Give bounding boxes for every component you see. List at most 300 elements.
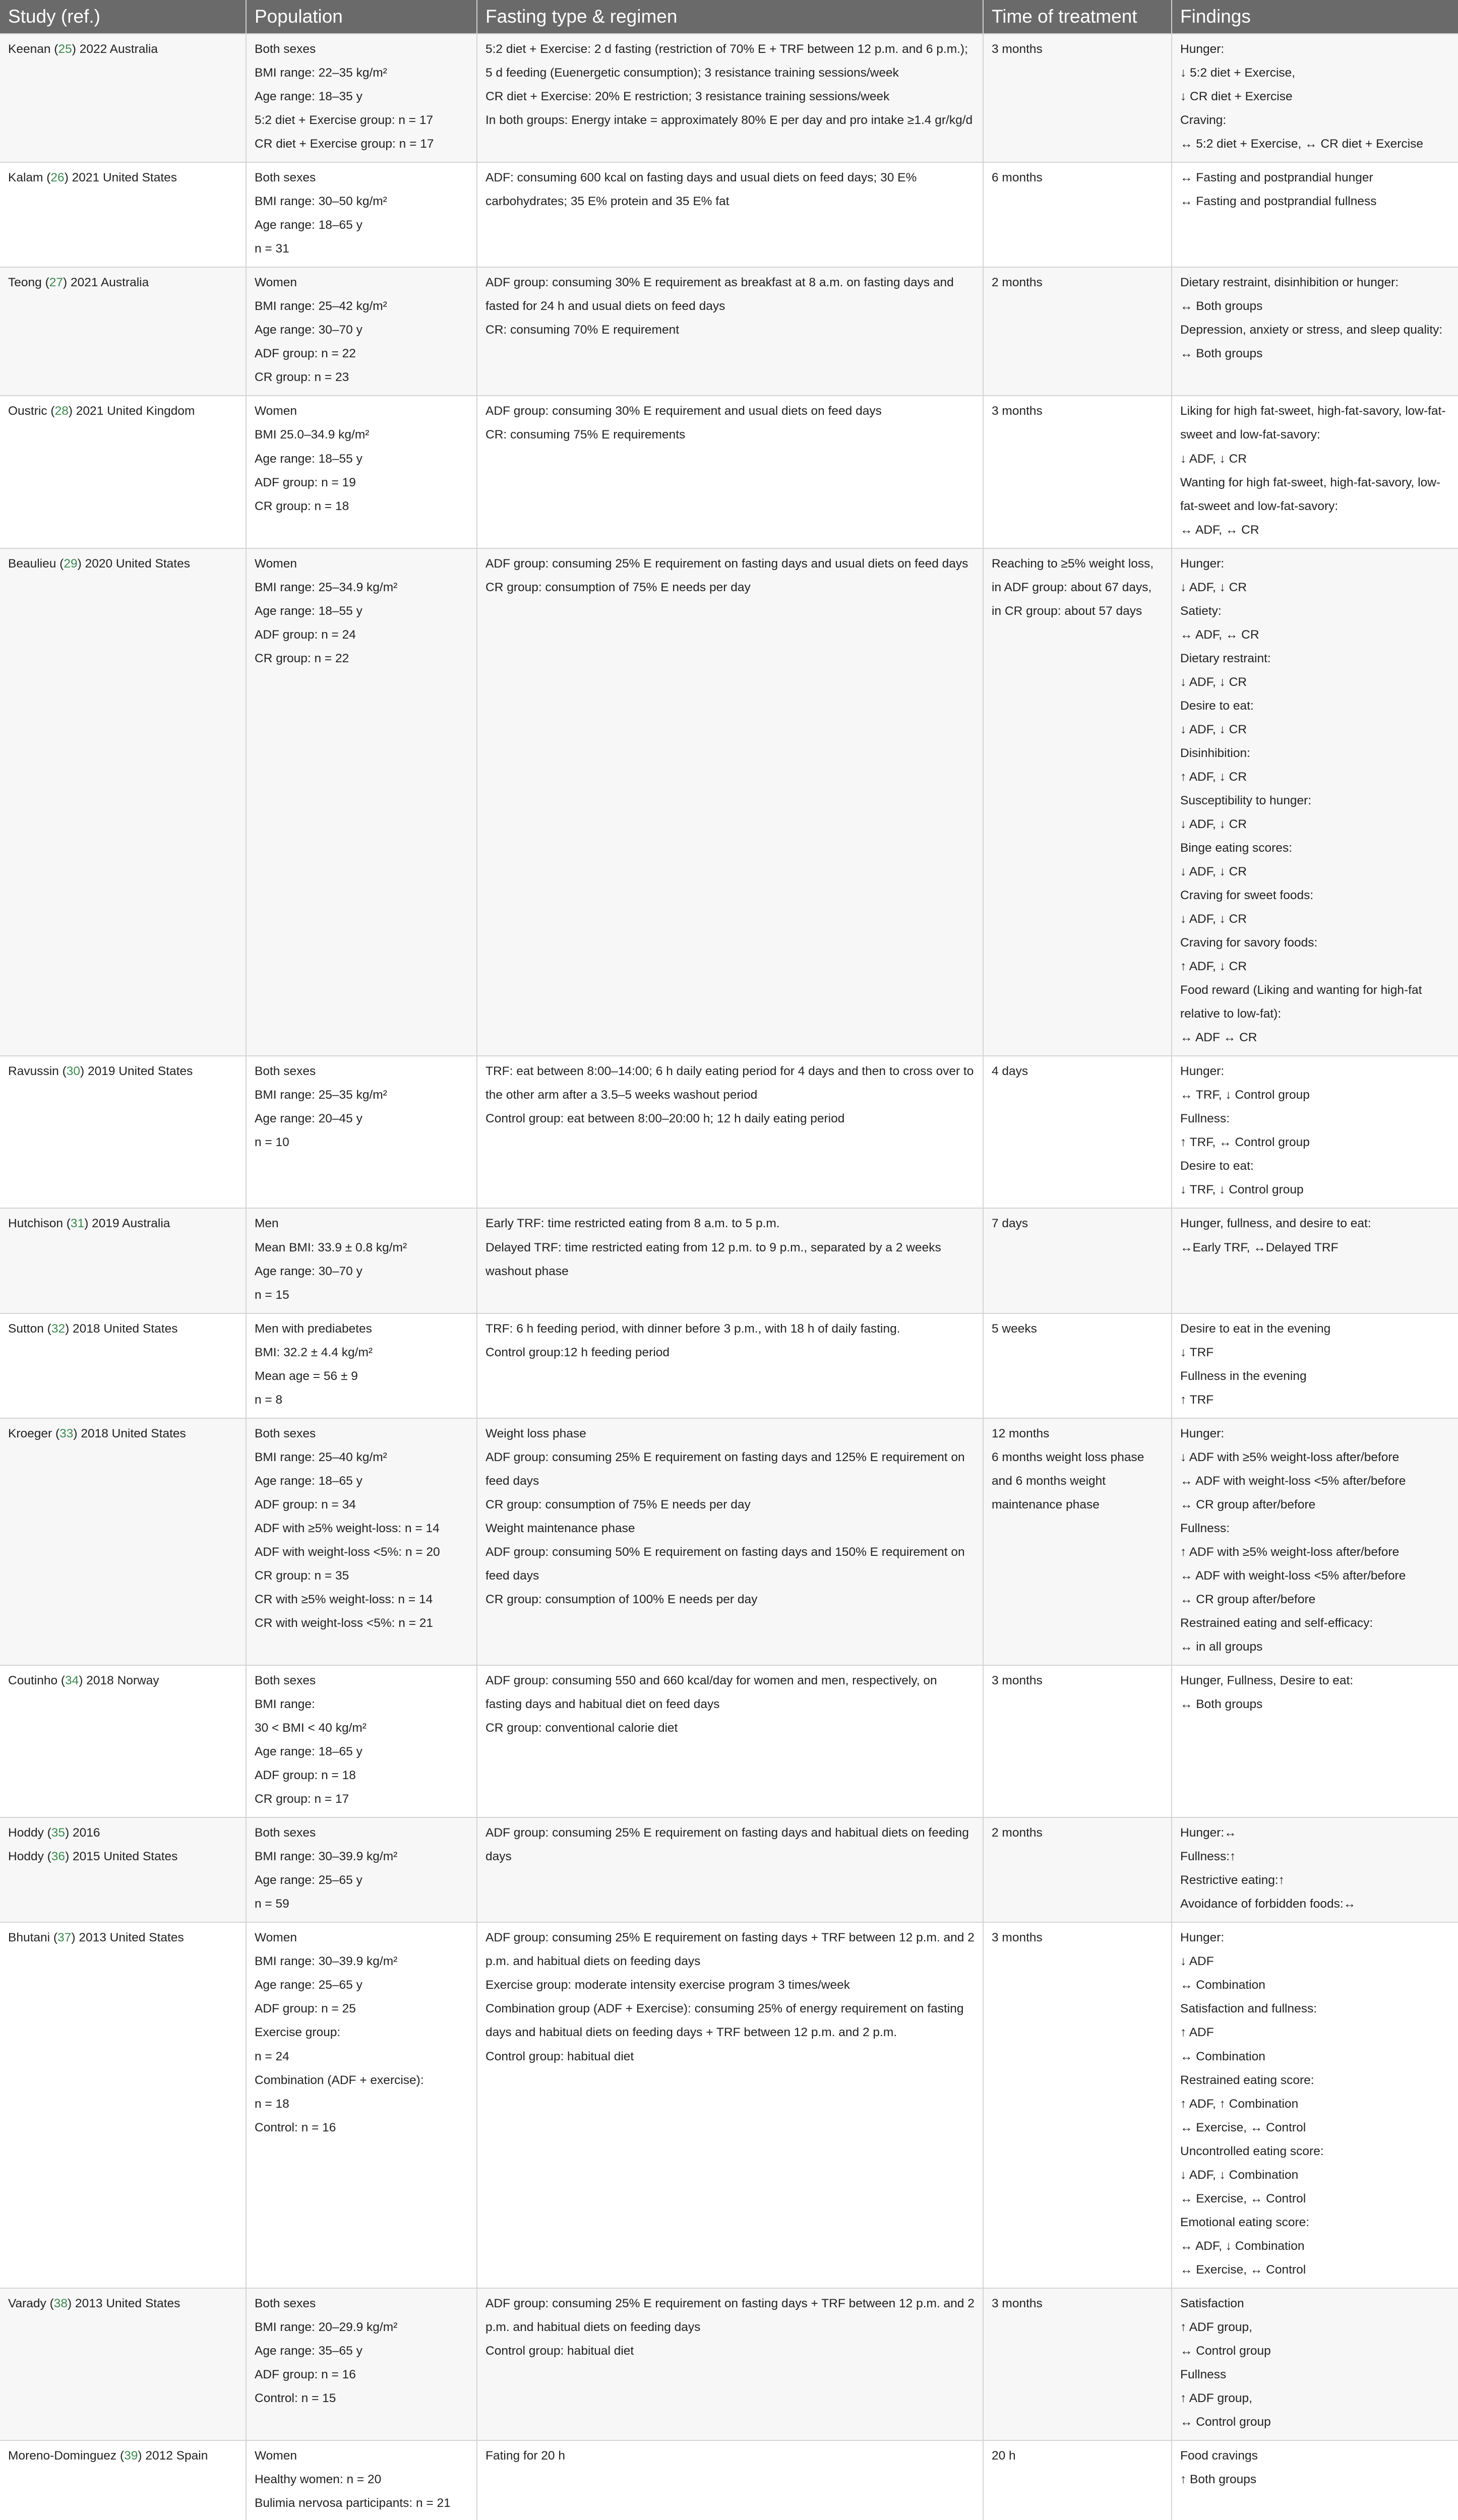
study-citation: Bhutani (37) 2013 United States bbox=[8, 1931, 184, 1945]
study-citation: Beaulieu (29) 2020 United States bbox=[8, 556, 190, 571]
study-citation: Moreno-Dominguez (39) 2012 Spain bbox=[8, 2449, 208, 2463]
population-line: 30 < BMI < 40 kg/m² bbox=[255, 1721, 367, 1735]
finding-line: Satisfaction and fullness: bbox=[1180, 2002, 1317, 2016]
cell-regimen bbox=[477, 1208, 983, 1313]
study-author: Beaulieu bbox=[8, 556, 56, 571]
finding-line: ↔ ADF with weight-loss <5% after/before bbox=[1180, 1474, 1406, 1488]
regimen-line: Delayed TRF: time restricted eating from 12 p.m. to 9 p.m., separated by a 2 weeks washout phase bbox=[485, 1240, 941, 1278]
study-year-country: 2019 Australia bbox=[92, 1217, 170, 1231]
time-line: 3 months bbox=[992, 1931, 1043, 1945]
population-line: Both sexes bbox=[255, 1674, 316, 1688]
finding-line: ↓ ADF, ↓ CR bbox=[1180, 722, 1247, 736]
cell-time bbox=[983, 1056, 1172, 1208]
study-author: Teong bbox=[8, 276, 42, 290]
population-line: Mean age = 56 ± 9 bbox=[255, 1369, 358, 1383]
finding-line: ↓ ADF, ↓ CR bbox=[1180, 580, 1247, 594]
time-line: 3 months bbox=[992, 42, 1043, 56]
table-row bbox=[0, 1056, 1458, 1208]
cell-time bbox=[983, 396, 1172, 548]
study-year-country: 2021 United Kingdom bbox=[76, 404, 195, 418]
study-author: Bhutani bbox=[8, 1931, 50, 1945]
population-line: Age range: 18–55 y bbox=[255, 452, 362, 466]
finding-line: Fullness: bbox=[1180, 1112, 1230, 1126]
regimen-line: TRF: 6 h feeding period, with dinner before 3 p.m., with 18 h of daily fasting. bbox=[485, 1321, 900, 1336]
finding-line: ↓ ADF, ↓ Combination bbox=[1180, 2168, 1299, 2182]
finding-line: Avoidance of forbidden foods:↔ bbox=[1180, 1897, 1356, 1911]
finding-line: ↔ Exercise, ↔ Control bbox=[1180, 2191, 1306, 2206]
study-author: Hoddy bbox=[8, 1850, 44, 1864]
finding-line: Binge eating scores: bbox=[1180, 841, 1292, 855]
cell-findings bbox=[1172, 2440, 1458, 2520]
cell-time bbox=[983, 1418, 1172, 1665]
population-line: ADF group: n = 24 bbox=[255, 627, 356, 642]
finding-line: ↔ Exercise, ↔ Control bbox=[1180, 2262, 1306, 2277]
study-ref: 39 bbox=[124, 2449, 138, 2463]
study-year-country: 2016 bbox=[73, 1826, 100, 1840]
population-line: BMI range: 25–40 kg/m² bbox=[255, 1450, 387, 1464]
population-line: Age range: 30–70 y bbox=[255, 323, 362, 337]
cell-population bbox=[246, 1056, 477, 1208]
table-row bbox=[0, 1208, 1458, 1313]
header-population: Population bbox=[246, 0, 477, 34]
regimen-line: Fating for 20 h bbox=[485, 2449, 565, 2463]
cell-study bbox=[0, 1313, 246, 1418]
time-line: 3 months bbox=[992, 404, 1043, 418]
table-row bbox=[0, 1418, 1458, 1665]
population-line: Both sexes bbox=[255, 1826, 316, 1840]
study-ref: 31 bbox=[70, 1217, 85, 1231]
study-year-country: 2021 Australia bbox=[70, 276, 149, 290]
finding-line: Uncontrolled eating score: bbox=[1180, 2144, 1324, 2158]
table-row bbox=[0, 1665, 1458, 1817]
population-line: Bulimia nervosa participants: n = 21 bbox=[255, 2496, 451, 2510]
population-line: Women bbox=[255, 2449, 297, 2463]
cell-time bbox=[983, 267, 1172, 396]
time-line: Reaching to ≥5% weight loss, in ADF group: about 67 days, in CR group: about 57 days bbox=[992, 556, 1154, 618]
study-ref: 30 bbox=[66, 1064, 80, 1079]
time-line: 3 months bbox=[992, 1674, 1043, 1688]
finding-line: Hunger, fullness, and desire to eat: bbox=[1180, 1217, 1371, 1231]
population-line: BMI range: bbox=[255, 1697, 315, 1712]
population-line: ADF with ≥5% weight-loss: n = 14 bbox=[255, 1521, 440, 1535]
study-ref: 28 bbox=[54, 404, 69, 418]
header-regimen: Fasting type & regimen bbox=[477, 0, 983, 34]
population-line: BMI range: 30–39.9 kg/m² bbox=[255, 1955, 398, 1969]
cell-population bbox=[246, 1817, 477, 1922]
study-year-country: 2015 United States bbox=[73, 1850, 178, 1864]
finding-line: ↑ Both groups bbox=[1180, 2473, 1257, 2487]
finding-line: ↓ ADF, ↓ CR bbox=[1180, 912, 1247, 926]
study-year-country: 2019 United States bbox=[87, 1064, 193, 1079]
regimen-line: ADF: consuming 600 kcal on fasting days and usual diets on feed days; 30 E% carbohydrates; 35 E% protein and 35 E% fat bbox=[485, 171, 917, 209]
study-year-country: 2020 United States bbox=[85, 556, 190, 571]
finding-line: ↔ Control group bbox=[1180, 2415, 1271, 2429]
header-findings: Findings bbox=[1172, 0, 1458, 34]
study-ref: 26 bbox=[50, 171, 65, 185]
cell-findings bbox=[1172, 1208, 1458, 1313]
population-line: ADF group: n = 16 bbox=[255, 2367, 356, 2381]
cell-study bbox=[0, 162, 246, 267]
cell-regimen bbox=[477, 1056, 983, 1208]
finding-line: ↔ Control group bbox=[1180, 2344, 1271, 2358]
cell-study bbox=[0, 1418, 246, 1665]
cell-population bbox=[246, 396, 477, 548]
finding-line: ↑ TRF, ↔ Control group bbox=[1180, 1136, 1310, 1150]
cell-study bbox=[0, 34, 246, 162]
study-ref: 29 bbox=[64, 556, 78, 571]
study-year-country: 2018 United States bbox=[73, 1321, 178, 1336]
table-row bbox=[0, 162, 1458, 267]
study-citation: Coutinho (34) 2018 Norway bbox=[8, 1674, 159, 1688]
population-line: Men with prediabetes bbox=[255, 1321, 372, 1336]
study-citation: Oustric (28) 2021 United Kingdom bbox=[8, 404, 195, 418]
study-citation: Hoddy (35) 2016 bbox=[8, 1826, 100, 1840]
study-citation: Kalam (26) 2021 United States bbox=[8, 171, 177, 185]
cell-findings bbox=[1172, 1817, 1458, 1922]
finding-line: ↔ Combination bbox=[1180, 2049, 1265, 2063]
cell-population bbox=[246, 267, 477, 396]
finding-line: ↑ ADF, ↑ Combination bbox=[1180, 2097, 1299, 2111]
finding-line: Liking for high fat-sweet, high-fat-savory, low-fat-sweet and low-fat-savory: bbox=[1180, 404, 1446, 442]
finding-line: ↓ ADF with ≥5% weight-loss after/before bbox=[1180, 1450, 1400, 1464]
population-line: CR group: n = 23 bbox=[255, 370, 349, 385]
regimen-line: CR diet + Exercise: 20% E restriction; 3 resistance training sessions/week bbox=[485, 90, 890, 104]
time-line: 20 h bbox=[992, 2449, 1016, 2463]
finding-line: ↑ ADF, ↓ CR bbox=[1180, 960, 1247, 974]
population-line: Age range: 25–65 y bbox=[255, 1873, 362, 1887]
finding-line: ↔ ADF ↔ CR bbox=[1180, 1031, 1257, 1045]
regimen-line: ADF group: consuming 25% E requirement on fasting days + TRF between 12 p.m. and 2 p.m. and habitual diets on feeding days bbox=[485, 1931, 975, 1969]
cell-findings bbox=[1172, 1922, 1458, 2288]
cell-population bbox=[246, 1313, 477, 1418]
finding-line: ↑ ADF with ≥5% weight-loss after/before bbox=[1180, 1545, 1400, 1559]
cell-regimen bbox=[477, 162, 983, 267]
finding-line: ↓ 5:2 diet + Exercise, bbox=[1180, 66, 1296, 80]
regimen-line: Control group: habitual diet bbox=[485, 2344, 634, 2358]
regimen-line: CR group: conventional calorie diet bbox=[485, 1721, 678, 1735]
finding-line: ↔ ADF with weight-loss <5% after/before bbox=[1180, 1568, 1406, 1583]
cell-time bbox=[983, 1208, 1172, 1313]
regimen-line: Weight loss phase bbox=[485, 1426, 586, 1440]
population-line: CR with ≥5% weight-loss: n = 14 bbox=[255, 1592, 433, 1606]
finding-line: Desire to eat: bbox=[1180, 699, 1254, 713]
study-citation: Varady (38) 2013 United States bbox=[8, 2296, 180, 2310]
study-year-country: 2013 United States bbox=[79, 1931, 184, 1945]
study-year-country: 2018 United States bbox=[81, 1426, 186, 1440]
finding-line: ↔ CR group after/before bbox=[1180, 1497, 1316, 1511]
finding-line: Restrained eating and self-efficacy: bbox=[1180, 1616, 1373, 1630]
population-line: Healthy women: n = 20 bbox=[255, 2473, 382, 2487]
population-line: n = 10 bbox=[255, 1136, 289, 1150]
cell-study bbox=[0, 396, 246, 548]
regimen-line: CR group: consumption of 75% E needs per day bbox=[485, 1497, 751, 1511]
finding-line: Craving for savory foods: bbox=[1180, 936, 1318, 950]
population-line: n = 59 bbox=[255, 1897, 289, 1911]
time-line: 5 weeks bbox=[992, 1321, 1037, 1336]
finding-line: ↓ ADF, ↓ CR bbox=[1180, 865, 1247, 879]
population-line: Men bbox=[255, 1217, 279, 1231]
cell-study bbox=[0, 2288, 246, 2440]
population-line: BMI 25.0–34.9 kg/m² bbox=[255, 428, 370, 442]
population-line: Age range: 18–55 y bbox=[255, 604, 362, 618]
study-ref: 32 bbox=[51, 1321, 66, 1336]
population-line: ADF group: n = 22 bbox=[255, 347, 356, 361]
population-line: BMI range: 30–50 kg/m² bbox=[255, 195, 387, 209]
cell-study bbox=[0, 1208, 246, 1313]
population-line: Women bbox=[255, 556, 297, 571]
time-line: 2 months bbox=[992, 1826, 1043, 1840]
cell-time bbox=[983, 1313, 1172, 1418]
cell-regimen bbox=[477, 1817, 983, 1922]
cell-regimen bbox=[477, 267, 983, 396]
study-citation: Keenan (25) 2022 Australia bbox=[8, 42, 158, 56]
finding-line: ↔ ADF, ↔ CR bbox=[1180, 627, 1259, 642]
study-author: Sutton bbox=[8, 1321, 44, 1336]
time-line: 6 months bbox=[992, 171, 1043, 185]
time-line: 7 days bbox=[992, 1217, 1028, 1231]
study-author: Keenan bbox=[8, 42, 51, 56]
table-header-row bbox=[0, 0, 1458, 34]
finding-line: Satiety: bbox=[1180, 604, 1222, 618]
finding-line: ↔ Both groups bbox=[1180, 347, 1263, 361]
table-body bbox=[0, 34, 1458, 2520]
cell-population bbox=[246, 1418, 477, 1665]
study-author: Kalam bbox=[8, 171, 43, 185]
population-line: Women bbox=[255, 276, 297, 290]
finding-line: Restrained eating score: bbox=[1180, 2073, 1314, 2087]
regimen-line: ADF group: consuming 30% E requirement as breakfast at 8 a.m. on fasting days and fasted for 24 h and usual diets on feed days bbox=[485, 276, 954, 313]
population-line: BMI range: 25–42 kg/m² bbox=[255, 299, 387, 313]
table-row bbox=[0, 396, 1458, 548]
finding-line: ↔ CR group after/before bbox=[1180, 1592, 1316, 1606]
finding-line: ↔ Fasting and postprandial hunger bbox=[1180, 171, 1373, 185]
study-author: Ravussin bbox=[8, 1064, 59, 1079]
study-author: Moreno-Dominguez bbox=[8, 2449, 117, 2463]
study-ref: 37 bbox=[57, 1931, 72, 1945]
population-line: Exercise group: bbox=[255, 2026, 341, 2040]
study-year-country: 2013 United States bbox=[75, 2296, 180, 2310]
study-year-country: 2018 Norway bbox=[86, 1674, 159, 1688]
finding-line: ↓ ADF, ↓ CR bbox=[1180, 452, 1247, 466]
population-line: Age range: 35–65 y bbox=[255, 2344, 362, 2358]
cell-population bbox=[246, 162, 477, 267]
population-line: Both sexes bbox=[255, 1064, 316, 1079]
cell-findings bbox=[1172, 2288, 1458, 2440]
population-line: n = 15 bbox=[255, 1288, 289, 1302]
regimen-line: In both groups: Energy intake = approximately 80% E per day and pro intake ≥1.4 gr/kg/d bbox=[485, 113, 973, 128]
regimen-line: Control group: eat between 8:00–20:00 h; 12 h daily eating period bbox=[485, 1112, 845, 1126]
time-line: 3 months bbox=[992, 2296, 1043, 2310]
table-row bbox=[0, 1817, 1458, 1922]
study-ref: 35 bbox=[51, 1826, 66, 1840]
finding-line: ↓ ADF, ↓ CR bbox=[1180, 675, 1247, 689]
study-year-country: 2021 United States bbox=[72, 171, 177, 185]
cell-time bbox=[983, 1817, 1172, 1922]
population-line: Women bbox=[255, 1931, 297, 1945]
study-year-country: 2012 Spain bbox=[145, 2449, 208, 2463]
cell-population bbox=[246, 1922, 477, 2288]
finding-line: Hunger, Fullness, Desire to eat: bbox=[1180, 1674, 1354, 1688]
cell-findings bbox=[1172, 34, 1458, 162]
finding-line: Hunger: bbox=[1180, 1064, 1225, 1079]
finding-line: ↓ CR diet + Exercise bbox=[1180, 90, 1293, 104]
cell-regimen bbox=[477, 2288, 983, 2440]
study-ref: 36 bbox=[51, 1850, 66, 1864]
cell-population bbox=[246, 34, 477, 162]
cell-regimen bbox=[477, 34, 983, 162]
regimen-line: ADF group: consuming 25% E requirement on fasting days and 125% E requirement on feed days bbox=[485, 1450, 965, 1488]
finding-line: Desire to eat in the evening bbox=[1180, 1321, 1331, 1336]
study-author: Varady bbox=[8, 2296, 46, 2310]
study-citation: Kroeger (33) 2018 United States bbox=[8, 1426, 186, 1440]
regimen-line: ADF group: consuming 50% E requirement on fasting days and 150% E requirement on feed days bbox=[485, 1545, 965, 1583]
regimen-line: Weight maintenance phase bbox=[485, 1521, 635, 1535]
table-row bbox=[0, 34, 1458, 162]
population-line: Age range: 18–35 y bbox=[255, 90, 362, 104]
study-author: Coutinho bbox=[8, 1674, 58, 1688]
cell-regimen bbox=[477, 396, 983, 548]
finding-line: ↔ ADF, ↔ CR bbox=[1180, 523, 1259, 537]
finding-line: Hunger: bbox=[1180, 42, 1225, 56]
finding-line: Wanting for high fat-sweet, high-fat-savory, low-fat-sweet and low-fat-savory: bbox=[1180, 475, 1441, 513]
population-line: Age range: 18–65 y bbox=[255, 1474, 362, 1488]
cell-study bbox=[0, 1665, 246, 1817]
cell-findings bbox=[1172, 1418, 1458, 1665]
cell-findings bbox=[1172, 396, 1458, 548]
population-line: ADF group: n = 19 bbox=[255, 475, 356, 489]
regimen-line: ADF group: consuming 25% E requirement on fasting days and usual diets on feed days bbox=[485, 556, 968, 571]
study-citation: Hoddy (36) 2015 United States bbox=[8, 1850, 178, 1864]
study-citation: Hutchison (31) 2019 Australia bbox=[8, 1217, 170, 1231]
finding-line: Hunger: bbox=[1180, 556, 1225, 571]
regimen-line: Control group:12 h feeding period bbox=[485, 1345, 670, 1359]
study-author: Oustric bbox=[8, 404, 47, 418]
population-line: CR with weight-loss <5%: n = 21 bbox=[255, 1616, 434, 1630]
finding-line: ↑ TRF bbox=[1180, 1393, 1214, 1407]
study-ref: 34 bbox=[65, 1674, 79, 1688]
table-row bbox=[0, 2440, 1458, 2520]
cell-study bbox=[0, 267, 246, 396]
finding-line: Fullness in the evening bbox=[1180, 1369, 1307, 1383]
table-row bbox=[0, 548, 1458, 1056]
finding-line: ↔ Both groups bbox=[1180, 299, 1263, 313]
header-study: Study (ref.) bbox=[0, 0, 246, 34]
cell-regimen bbox=[477, 1665, 983, 1817]
regimen-line: Exercise group: moderate intensity exercise program 3 times/week bbox=[485, 1978, 850, 1992]
regimen-line: Combination group (ADF + Exercise): consuming 25% of energy requirement on fasting days and habitual diets on feeding days + TRF between 12 p.m. and 2 p.m. bbox=[485, 2002, 964, 2040]
population-line: Mean BMI: 33.9 ± 0.8 kg/m² bbox=[255, 1240, 407, 1254]
cell-study bbox=[0, 1817, 246, 1922]
regimen-line: TRF: eat between 8:00–14:00; 6 h daily eating period for 4 days and then to cross over to the other arm after a 3.5–5 weeks washout period bbox=[485, 1064, 974, 1102]
cell-study bbox=[0, 1922, 246, 2288]
study-author: Hutchison bbox=[8, 1217, 63, 1231]
study-citation: Sutton (32) 2018 United States bbox=[8, 1321, 178, 1336]
header-time: Time of treatment bbox=[983, 0, 1172, 34]
finding-line: ↔ 5:2 diet + Exercise, ↔ CR diet + Exercise bbox=[1180, 137, 1424, 151]
regimen-line: 5:2 diet + Exercise: 2 d fasting (restriction of 70% E + TRF between 12 p.m. and 6 p.m.); 5 d feeding (Euenergetic consumption); 3 resistance training sessions/week bbox=[485, 42, 968, 80]
population-line: n = 24 bbox=[255, 2049, 289, 2063]
finding-line: ↔ in all groups bbox=[1180, 1640, 1263, 1654]
finding-line: ↔ Both groups bbox=[1180, 1697, 1263, 1712]
population-line: CR diet + Exercise group: n = 17 bbox=[255, 137, 434, 151]
finding-line: ↓ ADF bbox=[1180, 1955, 1214, 1969]
population-line: Age range: 20–45 y bbox=[255, 1112, 362, 1126]
population-line: ADF group: n = 18 bbox=[255, 1769, 356, 1783]
cell-study bbox=[0, 2440, 246, 2520]
finding-line: Satisfaction bbox=[1180, 2296, 1244, 2310]
finding-line: ↔ ADF, ↓ Combination bbox=[1180, 2239, 1305, 2253]
regimen-line: CR group: consumption of 75% E needs per day bbox=[485, 580, 751, 594]
cell-population bbox=[246, 1208, 477, 1313]
finding-line: Susceptibility to hunger: bbox=[1180, 793, 1312, 807]
finding-line: ↑ ADF bbox=[1180, 2026, 1214, 2040]
population-line: CR group: n = 22 bbox=[255, 651, 349, 665]
finding-line: Disinhibition: bbox=[1180, 746, 1250, 760]
finding-line: Fullness:↑ bbox=[1180, 1850, 1236, 1864]
population-line: Control: n = 16 bbox=[255, 2120, 336, 2134]
study-year-country: 2022 Australia bbox=[79, 42, 158, 56]
time-line: 6 months weight loss phase and 6 months weight maintenance phase bbox=[992, 1450, 1144, 1511]
cell-time bbox=[983, 2440, 1172, 2520]
study-author: Hoddy bbox=[8, 1826, 44, 1840]
population-line: Both sexes bbox=[255, 42, 316, 56]
finding-line: ↑ ADF group, bbox=[1180, 2320, 1252, 2334]
population-line: Age range: 25–65 y bbox=[255, 1978, 362, 1992]
cell-regimen bbox=[477, 1313, 983, 1418]
study-citation: Ravussin (30) 2019 United States bbox=[8, 1064, 193, 1079]
population-line: ADF group: n = 25 bbox=[255, 2002, 356, 2016]
study-ref: 27 bbox=[49, 276, 63, 290]
finding-line: Desire to eat: bbox=[1180, 1159, 1254, 1173]
population-line: BMI range: 30–39.9 kg/m² bbox=[255, 1850, 398, 1864]
finding-line: ↔ TRF, ↓ Control group bbox=[1180, 1088, 1310, 1102]
cell-regimen bbox=[477, 1922, 983, 2288]
population-line: Age range: 30–70 y bbox=[255, 1264, 362, 1278]
regimen-line: ADF group: consuming 30% E requirement and usual diets on feed days bbox=[485, 404, 882, 418]
finding-line: ↑ ADF, ↓ CR bbox=[1180, 770, 1247, 784]
population-line: n = 8 bbox=[255, 1393, 283, 1407]
finding-line: Hunger:↔ bbox=[1180, 1826, 1237, 1840]
cell-findings bbox=[1172, 548, 1458, 1056]
population-line: Combination (ADF + exercise): bbox=[255, 2073, 424, 2087]
study-ref: 33 bbox=[59, 1426, 74, 1440]
cell-findings bbox=[1172, 267, 1458, 396]
population-line: Women bbox=[255, 404, 297, 418]
study-author: Kroeger bbox=[8, 1426, 52, 1440]
finding-line: Emotional eating score: bbox=[1180, 2215, 1310, 2229]
population-line: Both sexes bbox=[255, 2296, 316, 2310]
finding-line: ↑ ADF group, bbox=[1180, 2391, 1252, 2405]
cell-study bbox=[0, 1056, 246, 1208]
population-line: n = 31 bbox=[255, 242, 289, 256]
population-line: Both sexes bbox=[255, 1426, 316, 1440]
finding-line: Food reward (Liking and wanting for high-fat relative to low-fat): bbox=[1180, 983, 1422, 1021]
population-line: n = 18 bbox=[255, 2097, 289, 2111]
population-line: Control: n = 15 bbox=[255, 2391, 336, 2405]
population-line: Age range: 18–65 y bbox=[255, 1745, 362, 1759]
cell-time bbox=[983, 548, 1172, 1056]
population-line: 5:2 diet + Exercise group: n = 17 bbox=[255, 113, 434, 128]
table-row bbox=[0, 2288, 1458, 2440]
cell-time bbox=[983, 162, 1172, 267]
finding-line: ↔ Exercise, ↔ Control bbox=[1180, 2120, 1306, 2134]
cell-population bbox=[246, 2288, 477, 2440]
cell-population bbox=[246, 2440, 477, 2520]
finding-line: Fullness: bbox=[1180, 1521, 1230, 1535]
table-row bbox=[0, 267, 1458, 396]
finding-line: Craving: bbox=[1180, 113, 1227, 128]
table-row bbox=[0, 1313, 1458, 1418]
